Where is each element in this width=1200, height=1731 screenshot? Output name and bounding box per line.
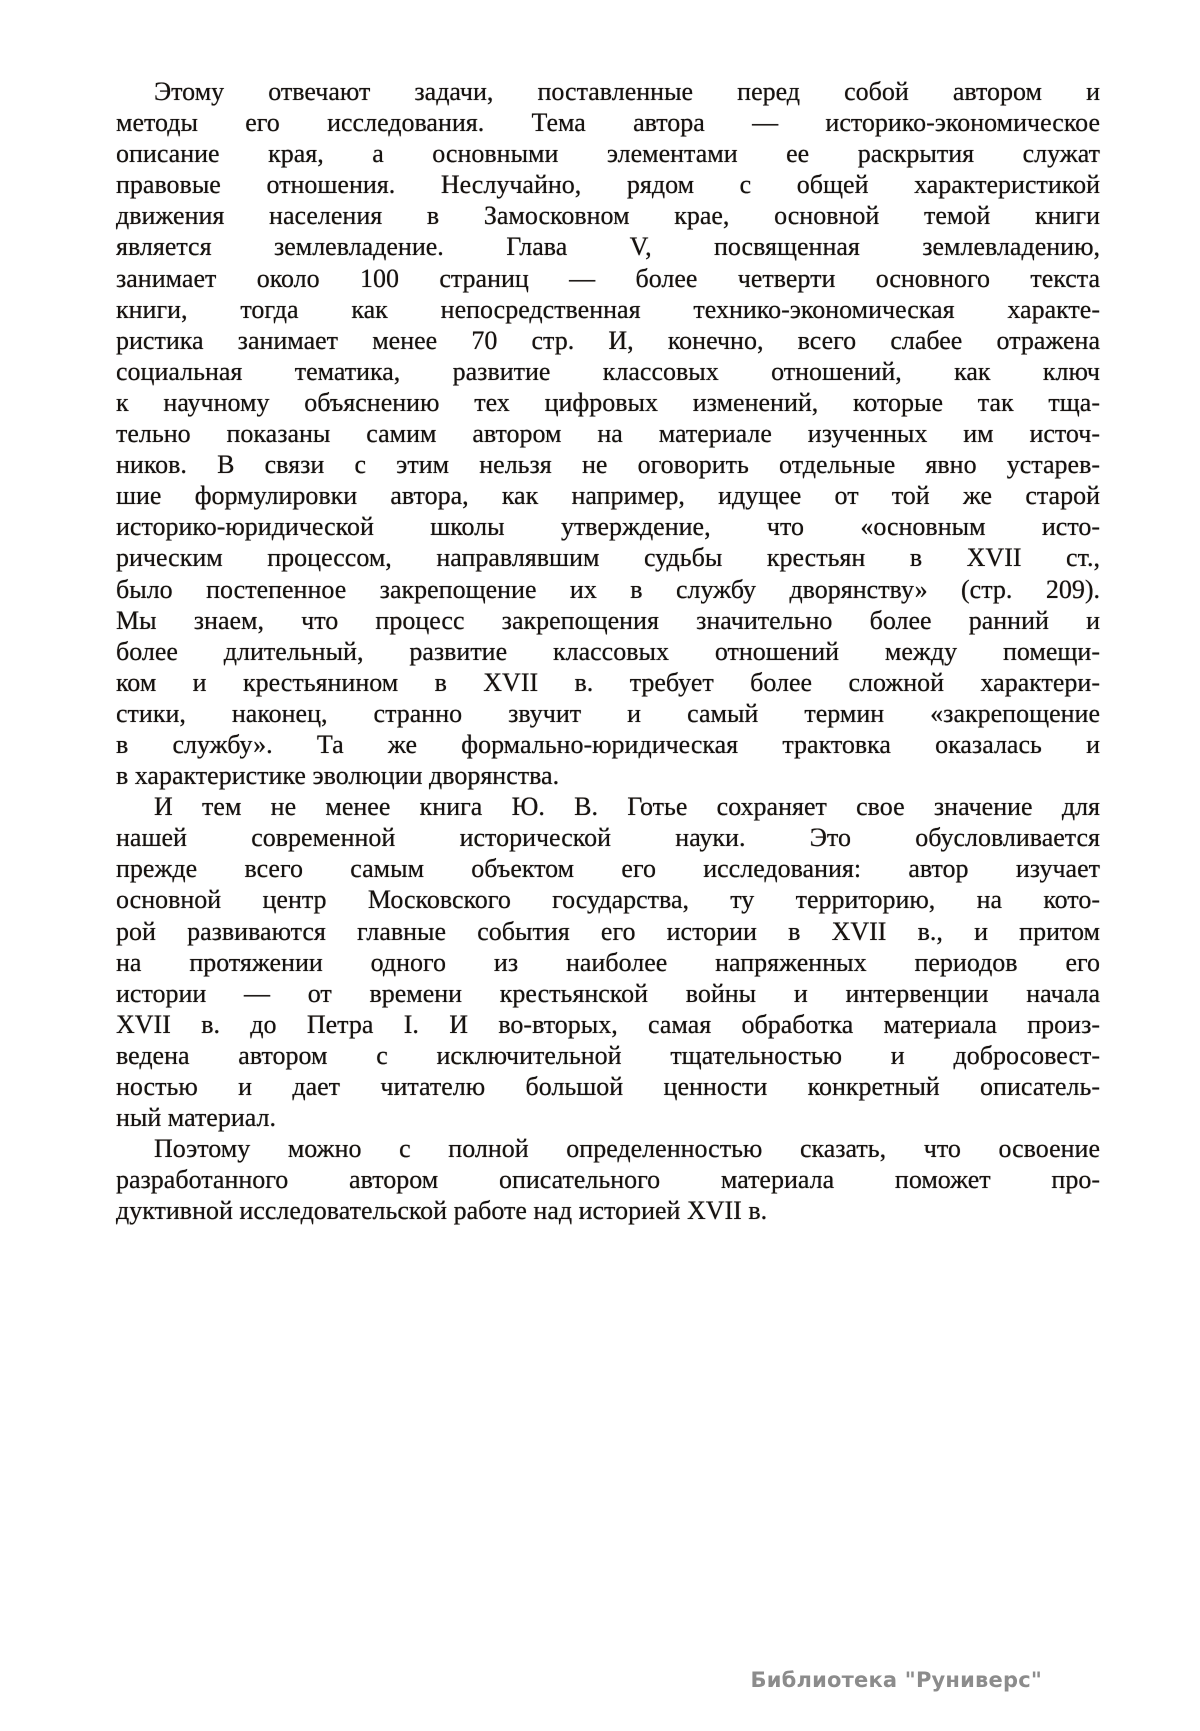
text-line: шие формулировки автора, как например, идущее от той же старой	[116, 481, 1100, 511]
text-line: методы его исследования. Тема автора — историко-экономическое	[116, 108, 1100, 138]
text-line: рическим процессом, направлявшим судьбы крестьян в XVII ст.,	[116, 543, 1100, 573]
text-line: ников. В связи с этим нельзя не оговорить отдельные явно устарев-	[116, 450, 1100, 480]
text-line: И тем не менее книга Ю. В. Готье сохраняет свое значение для	[154, 792, 1100, 822]
text-line: историко-юридической школы утверждение, что «основным исто-	[116, 512, 1100, 542]
text-line: в характеристике эволюции дворянства.	[116, 761, 560, 791]
text-line: Этому отвечают задачи, поставленные перед собой автором и	[154, 77, 1100, 106]
text-line: в службу». Та же формально-юридическая трактовка оказалась и	[116, 729, 1100, 759]
text-line: стики, наконец, странно звучит и самый термин «закрепощение	[116, 698, 1100, 728]
text-line: ком и крестьянином в XVII в. требует более сложной характери-	[116, 667, 1100, 697]
text-line: рой развиваются главные события его истории в XVII в., и притом	[116, 916, 1100, 946]
text-line: книги, тогда как непосредственная технико-экономическая характе-	[116, 294, 1100, 324]
text-line: социальная тематика, развитие классовых отношений, как ключ	[116, 356, 1100, 386]
text-line: к научному объяснению тех цифровых изменений, которые так тща-	[116, 387, 1100, 417]
text-line: Мы знаем, что процесс закрепощения значительно более ранний и	[116, 605, 1100, 635]
text-line: истории — от времени крестьянской войны и интервенции начала	[116, 978, 1100, 1008]
text-line: более длительный, развитие классовых отношений между помещи-	[116, 636, 1100, 666]
text-line: ведена автором с исключительной тщательностью и добросовест-	[116, 1040, 1100, 1070]
text-line: тельно показаны самим автором на материале изученных им источ-	[116, 419, 1100, 449]
text-line: является землевладение. Глава V, посвященная землевладению,	[116, 232, 1100, 262]
text-line: основной центр Московского государства, ту территорию, на кото-	[116, 885, 1100, 915]
text-line: движения населения в Замосковном крае, основной темой книги	[116, 201, 1100, 231]
text-line: ристика занимает менее 70 стр. И, конечно, всего слабее отражена	[116, 325, 1100, 355]
text-line: разработанного автором описательного материала поможет про-	[116, 1165, 1100, 1195]
text-line: на протяжении одного из наиболее напряженных периодов его	[116, 947, 1100, 977]
text-line: правовые отношения. Неслучайно, рядом с общей характеристикой	[116, 170, 1100, 200]
text-line: ный материал.	[116, 1103, 276, 1133]
text-line: ностью и дает читателю большой ценности конкретный описатель-	[116, 1072, 1100, 1101]
text-line: нашей современной исторической науки. Это обусловливается	[116, 823, 1100, 853]
text-line: занимает около 100 страниц — более четверти основного текста	[116, 263, 1100, 293]
library-watermark: Библиотека "Руниверс"	[750, 1668, 1042, 1692]
text-line: прежде всего самым объектом его исследования: автор изучает	[116, 854, 1100, 884]
text-line: было постепенное закрепощение их в службу дворянству» (стр. 209).	[116, 574, 1100, 604]
text-line: Поэтому можно с полной определенностью сказать, что освоение	[154, 1134, 1100, 1164]
text-line: дуктивной исследовательской работе над историей XVII в.	[116, 1196, 768, 1226]
text-line: описание края, а основными элементами ее раскрытия служат	[116, 139, 1100, 169]
text-line: XVII в. до Петра I. И во-вторых, самая обработка материала произ-	[116, 1009, 1100, 1039]
page-text	[116, 76, 1100, 1226]
